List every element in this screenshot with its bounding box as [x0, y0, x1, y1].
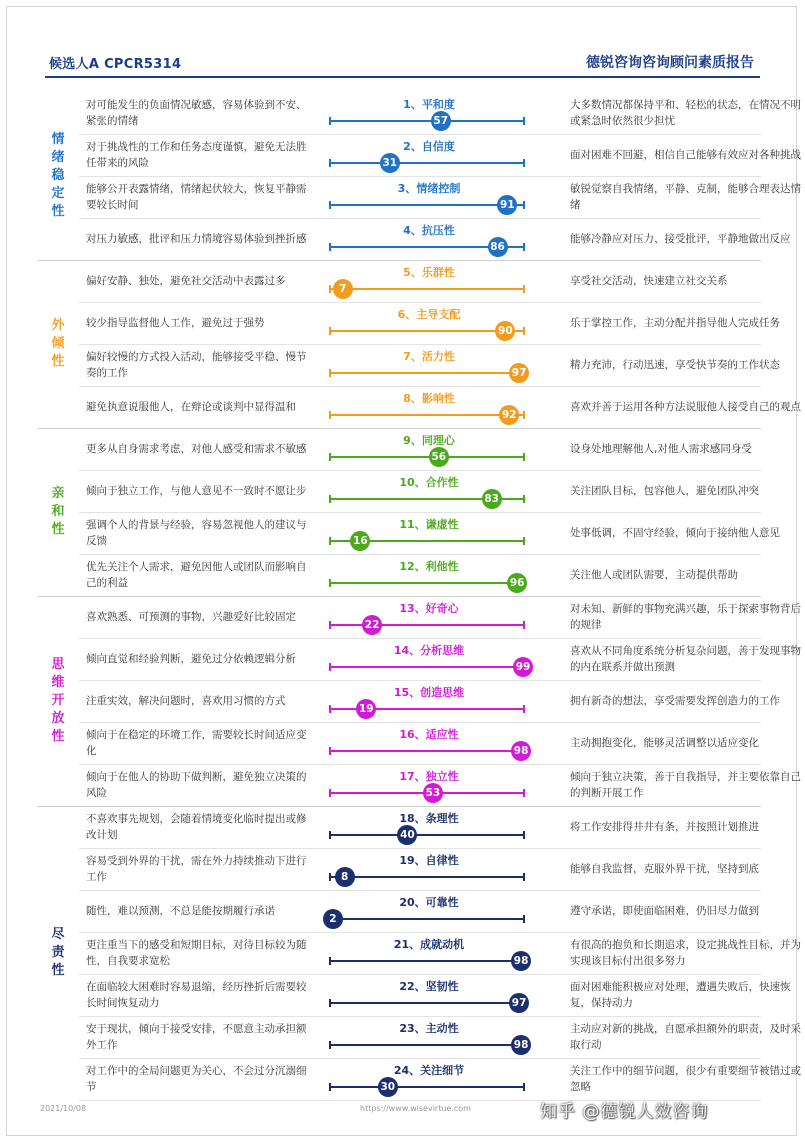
score-marker: 98 [511, 951, 531, 971]
trait-name: 21、成就动机 [393, 938, 465, 951]
scale-end-tick [523, 411, 525, 419]
scale-end-tick [329, 537, 331, 545]
low-score-description: 倾向于在他人的协助下做判断，避免独立决策的风险 [86, 771, 307, 799]
score-marker: 86 [488, 237, 508, 257]
trait-row [79, 512, 780, 555]
score-scale [329, 871, 525, 883]
scale-end-tick [523, 537, 525, 545]
trait-name: 10、合作性 [399, 476, 459, 489]
scale-end-tick [329, 999, 331, 1007]
trait-name: 2、自信度 [403, 140, 455, 153]
scale-end-tick [329, 159, 331, 167]
trait-name: 17、独立性 [399, 770, 459, 783]
scale-end-tick [329, 369, 331, 377]
footer-url: https://www.wisevirtue.com [360, 1104, 471, 1113]
trait-name: 18、条理性 [399, 812, 459, 825]
high-score-description: 主动拥抱变化，能够灵活调整以适应变化 [570, 737, 759, 749]
score-scale [329, 241, 525, 253]
high-score-description: 设身处地理解他人,对他人需求感同身受 [570, 443, 752, 455]
low-score-description: 对工作中的全局问题更为关心，不会过分沉溺细节 [86, 1065, 307, 1093]
score-scale [329, 367, 527, 379]
scale-end-tick [329, 327, 331, 335]
score-scale [329, 409, 525, 421]
trait-row [79, 596, 801, 639]
score-marker: 31 [380, 153, 400, 173]
low-score-description: 偏好较慢的方式投入活动，能够接受平稳、慢节奏的工作 [86, 351, 307, 379]
score-scale [329, 997, 527, 1009]
trait-row [79, 848, 761, 891]
score-marker: 97 [509, 993, 529, 1013]
high-score-description: 喜欢从不同角度系统分析复杂问题，善于发现事物的内在联系并做出预测 [570, 645, 801, 673]
high-score-description: 能够冷静应对压力、接受批评，平静地做出反应 [570, 233, 791, 245]
scale-end-tick [523, 789, 525, 797]
trait-row [79, 722, 761, 765]
trait-row [79, 218, 791, 261]
low-score-description: 更注重当下的感受和短期目标，对待目标较为随性，自我要求宽松 [86, 939, 307, 967]
scale-end-tick [523, 453, 525, 461]
score-scale [329, 703, 525, 715]
report-title: 德锐咨询咨询顾问素质报告 [586, 55, 754, 71]
low-score-description: 更多从自身需求考虑，对他人感受和需求不敏感 [86, 443, 307, 455]
score-marker: 40 [397, 825, 417, 845]
trait-name: 6、主导支配 [397, 308, 461, 321]
category-name: 情绪稳定性 [51, 132, 65, 219]
high-score-description: 喜欢并善于运用各种方法说服他人接受自己的观点 [570, 401, 801, 413]
trait-name: 4、抗压性 [403, 224, 455, 237]
score-scale [329, 199, 525, 211]
low-score-description: 较少指导监督他人工作，避免过于强势 [86, 317, 265, 329]
scale-end-tick [329, 117, 331, 125]
scale-end-tick [329, 1083, 331, 1091]
report-header [45, 48, 760, 78]
low-score-description: 倾向于独立工作，与他人意见不一致时不愿让步 [86, 485, 307, 497]
scale-end-tick [329, 621, 331, 629]
high-score-description: 面对困难不回避，相信自己能够有效应对各种挑战 [570, 149, 801, 161]
score-marker: 30 [378, 1077, 398, 1097]
trait-row [79, 428, 761, 471]
trait-row [79, 134, 801, 177]
scale-end-tick [329, 453, 331, 461]
high-score-description: 处事低调，不固守经验，倾向于接纳他人意见 [570, 527, 780, 539]
trait-row [79, 386, 801, 429]
low-score-description: 避免执意说服他人，在辩论或谈判中显得温和 [86, 401, 296, 413]
scale-end-tick [329, 831, 331, 839]
scale-end-tick [523, 831, 525, 839]
low-score-description: 安于现状，倾向于接受安排，不愿意主动承担额外工作 [86, 1023, 307, 1051]
high-score-description: 面对困难能积极应对处理，遭遇失败后，快速恢复，保持动力 [570, 981, 791, 1009]
trait-name: 16、适应性 [399, 728, 459, 741]
scale-end-tick [329, 957, 331, 965]
score-marker: 7 [333, 279, 353, 299]
score-scale [329, 577, 525, 589]
score-marker: 83 [482, 489, 502, 509]
score-marker: 19 [356, 699, 376, 719]
score-marker: 2 [323, 909, 343, 929]
scale-end-tick [523, 285, 525, 293]
high-score-description: 关注工作中的细节问题，很少有重要细节被错过或忽略 [570, 1065, 801, 1093]
low-score-description: 不喜欢事先规划，会随着情境变化临时提出或修改计划 [86, 813, 307, 841]
score-marker: 92 [499, 405, 519, 425]
scale-end-tick [329, 201, 331, 209]
trait-row [79, 302, 780, 345]
high-score-description: 有很高的抱负和长期追求，设定挑战性目标，并为实现该目标付出很多努力 [570, 939, 801, 967]
scale-end-tick [329, 663, 331, 671]
trait-name: 24、关注细节 [393, 1064, 465, 1077]
category-label [37, 428, 79, 596]
scale-end-tick [329, 747, 331, 755]
score-marker: 56 [429, 447, 449, 467]
low-score-description: 喜欢熟悉、可预测的事物，兴趣爱好比较固定 [86, 611, 296, 623]
category-name: 思维开放性 [51, 657, 65, 744]
scale-end-tick [329, 705, 331, 713]
score-marker: 91 [497, 195, 517, 215]
scale-end-tick [523, 873, 525, 881]
category-name: 尽责性 [51, 927, 65, 978]
score-marker: 22 [362, 615, 382, 635]
trait-name: 8、影响性 [403, 392, 455, 405]
high-score-description: 乐于掌控工作，主动分配并指导他人完成任务 [570, 317, 780, 329]
trait-row [79, 932, 801, 975]
scale-end-tick [523, 159, 525, 167]
score-scale [329, 913, 525, 925]
score-marker: 57 [431, 111, 451, 131]
high-score-description: 将工作安排得井井有条，并按照计划推进 [570, 821, 759, 833]
trait-row [79, 470, 761, 513]
trait-row [79, 890, 761, 933]
high-score-description: 关注他人或团队需要，主动提供帮助 [570, 569, 738, 581]
trait-name: 14、分析思维 [393, 644, 465, 657]
high-score-description: 主动应对新的挑战，自愿承担额外的职责，及时采取行动 [570, 1023, 801, 1051]
trait-name: 20、可靠性 [399, 896, 459, 909]
score-scale [329, 661, 531, 673]
scale-end-tick [329, 1041, 331, 1049]
high-score-description: 能够自我监督，克服外界干扰，坚持到底 [570, 863, 759, 875]
score-scale [329, 829, 525, 841]
candidate-title: 候选人A CPCR5314 [49, 57, 182, 72]
scale-end-tick [523, 327, 525, 335]
high-score-description: 敏锐觉察自我情绪，平静、克制，能够合理表达情绪 [570, 183, 801, 211]
category-label [37, 260, 79, 428]
score-scale [329, 619, 525, 631]
low-score-description: 对压力敏感，批评和压力情境容易体验到挫折感 [86, 233, 307, 245]
high-score-description: 享受社交活动，快速建立社交关系 [570, 275, 728, 287]
trait-name: 13、好奇心 [399, 602, 459, 615]
trait-row [79, 1016, 801, 1059]
high-score-description: 精力充沛，行动迅速，享受快节奏的工作状态 [570, 359, 780, 371]
scale-end-tick [329, 243, 331, 251]
scale-end-tick [329, 789, 331, 797]
score-marker: 8 [335, 867, 355, 887]
high-score-description: 遵守承诺，即使面临困难，仍旧尽力做到 [570, 905, 759, 917]
trait-row [79, 554, 761, 597]
high-score-description: 关注团队目标，包容他人，避免团队冲突 [570, 485, 759, 497]
scale-end-tick [523, 201, 525, 209]
low-score-description: 随性，难以预测，不总是能按期履行承诺 [86, 905, 275, 917]
scale-end-tick [523, 915, 525, 923]
low-score-description: 能够公开表露情绪，情绪起伏较大，恢复平静需要较长时间 [86, 183, 307, 211]
scale-end-tick [523, 705, 525, 713]
low-score-description: 注重实效，解决问题时，喜欢用习惯的方式 [86, 695, 286, 707]
score-scale [329, 157, 525, 169]
scale-end-tick [329, 873, 331, 881]
low-score-description: 倾向直觉和经验判断，避免过分依赖逻辑分析 [86, 653, 296, 665]
high-score-description: 倾向于独立决策，善于自我指导，并主要依靠自己的判断开展工作 [570, 771, 801, 799]
category-name: 外倾性 [51, 318, 65, 369]
high-score-description: 对未知、新鲜的事物充满兴趣，乐于探索事物背后的规律 [570, 603, 801, 631]
scale-end-tick [329, 411, 331, 419]
trait-row [79, 764, 801, 807]
trait-row [79, 344, 780, 387]
footer-date: 2021/10/08 [40, 1104, 87, 1113]
score-marker: 90 [495, 321, 515, 341]
trait-row [79, 260, 761, 303]
low-score-description: 对于挑战性的工作和任务态度谨慎，避免无法胜任带来的风险 [86, 141, 307, 169]
scale-end-tick [523, 243, 525, 251]
trait-row [79, 92, 801, 135]
trait-row [79, 974, 791, 1017]
score-scale [329, 115, 525, 127]
high-score-description: 大多数情况都保持平和、轻松的状态，在情况不明或紧急时依然很少担忧 [570, 99, 801, 127]
trait-name: 7、活力性 [403, 350, 455, 363]
trait-row [79, 680, 780, 723]
low-score-description: 强调个人的背景与经验，容易忽视他人的建议与反馈 [86, 519, 307, 547]
low-score-description: 在面临较大困难时容易退缩，经历挫折后需要较长时间恢复动力 [86, 981, 307, 1009]
score-marker: 98 [511, 1035, 531, 1055]
score-marker: 16 [350, 531, 370, 551]
score-scale [329, 451, 525, 463]
trait-name: 19、自律性 [399, 854, 459, 867]
score-scale [329, 283, 525, 295]
scale-end-tick [329, 285, 331, 293]
score-scale [329, 787, 525, 799]
trait-name: 15、创造思维 [393, 686, 465, 699]
scale-end-tick [523, 1083, 525, 1091]
low-score-description: 偏好安静、独处，避免社交活动中表露过多 [86, 275, 286, 287]
trait-name: 22、坚韧性 [399, 980, 459, 993]
score-scale [329, 325, 525, 337]
score-scale [329, 1081, 525, 1093]
score-marker: 53 [423, 783, 443, 803]
category-label [37, 806, 79, 1100]
low-score-description: 对可能发生的负面情况敏感，容易体验到不安、紧张的情绪 [86, 99, 307, 127]
scale-end-tick [523, 117, 525, 125]
trait-name: 23、主动性 [399, 1022, 459, 1035]
category-name: 亲和性 [51, 486, 65, 537]
score-scale [329, 535, 525, 547]
trait-row [79, 638, 801, 681]
low-score-description: 容易受到外界的干扰，需在外力持续推动下进行工作 [86, 855, 307, 883]
category-label [37, 596, 79, 806]
scale-end-tick [523, 621, 525, 629]
score-scale [329, 955, 529, 967]
scale-end-tick [329, 495, 331, 503]
scale-end-tick [523, 495, 525, 503]
category-label [37, 92, 79, 260]
score-scale [329, 745, 529, 757]
score-scale [329, 493, 525, 505]
trait-name: 11、谦虚性 [399, 518, 459, 531]
low-score-description: 优先关注个人需求，避免因他人或团队而影响自己的利益 [86, 561, 307, 589]
scale-end-tick [329, 579, 331, 587]
score-marker: 97 [509, 363, 529, 383]
trait-name: 12、利他性 [399, 560, 459, 573]
score-marker: 99 [513, 657, 533, 677]
trait-name: 9、同理心 [403, 434, 455, 447]
score-marker: 96 [507, 573, 527, 593]
trait-row [79, 806, 761, 849]
watermark: 知乎 @德锐人效咨询 [540, 1102, 709, 1122]
trait-name: 5、乐群性 [403, 266, 455, 279]
trait-row [79, 176, 801, 219]
trait-name: 1、平和度 [403, 98, 455, 111]
trait-name: 3、情绪控制 [397, 182, 461, 195]
score-marker: 98 [511, 741, 531, 761]
score-scale [329, 1039, 529, 1051]
trait-row [79, 1058, 801, 1101]
high-score-description: 拥有新奇的想法，享受需要发挥创造力的工作 [570, 695, 780, 707]
low-score-description: 倾向于在稳定的环境工作，需要较长时间适应变化 [86, 729, 307, 757]
